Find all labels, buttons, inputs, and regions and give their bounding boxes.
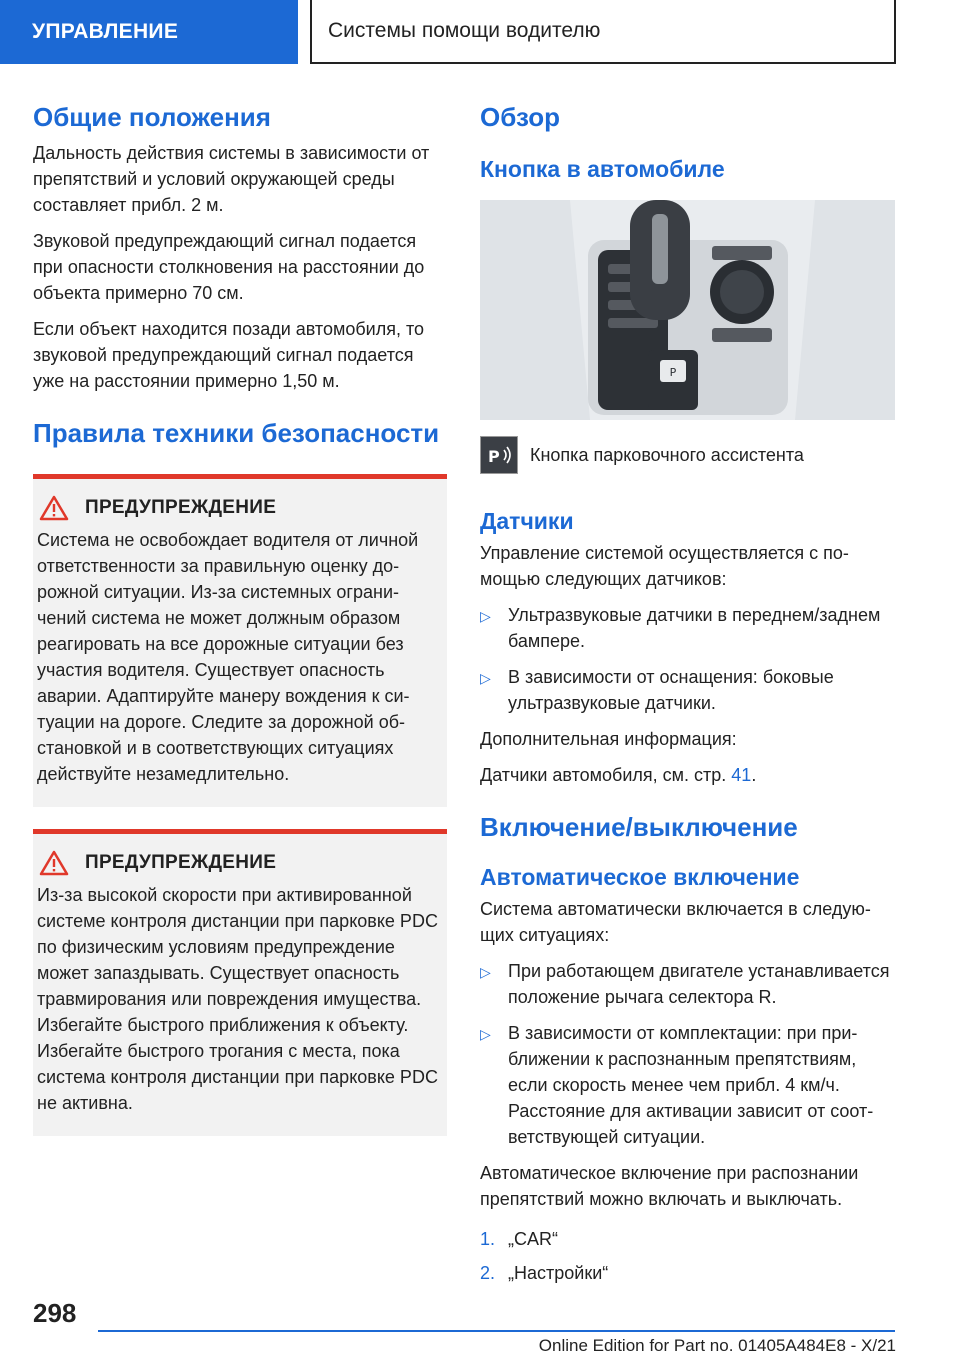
page-number: 298 — [33, 1298, 77, 1328]
warning-box-2 — [33, 829, 447, 1136]
step-number: 1. — [480, 1229, 496, 1249]
warning-text: Система не освобождает водителя от личной ответственности за правильную оценку дорожной ситуации. Из-за системных ограничений система не может должным образом реагировать на все дорожные ситуации без участия водителя. Существует опасность аварии. Адаптируйте манеру вождения к ситуации на дороге. Следите за дорожной обстановкой и в соответствующих ситуациях действуйте незамедлительно. — [37, 530, 419, 784]
center-console-photo — [480, 200, 895, 420]
triangle-bullet-icon: ▷ — [480, 608, 491, 624]
step-text: „CAR“ — [508, 1229, 558, 1249]
general-heading: Общие положения — [33, 102, 271, 132]
general-paragraph-1: Дальность действия системы в зависимости от препятствий и условий окружающей среды составляет прибл. 2 м. — [33, 143, 430, 215]
edition-text: Online Edition for Part no. 01405A484E8 - X/21 — [538, 1336, 896, 1355]
list-item — [480, 664, 895, 716]
button-heading: Кнопка в автомобиле — [480, 156, 725, 182]
step-item — [480, 1226, 895, 1252]
sensors-heading: Датчики — [480, 508, 574, 534]
onoff-heading: Включение/выключение — [480, 812, 798, 842]
list-item-text: Ультразвуковые датчики в переднем/заднем бампере. — [508, 605, 881, 651]
warning-title: ПРЕДУПРЕЖДЕНИЕ — [85, 497, 277, 518]
list-item-text: В зависимости от оснащения: боковые ультразвуковые датчики. — [508, 667, 834, 713]
warning-triangle-icon — [39, 850, 69, 876]
general-paragraph-3: Если объект находится позади автомобиля, то звуковой предупреждающий сигнал подается уже на расстоянии примерно 1,50 м. — [33, 319, 425, 391]
button-caption: Кнопка парковочного ассистента — [530, 445, 804, 465]
right-column — [480, 100, 895, 1286]
sensor-reference: Датчики автомобиля, см. стр. 41. — [480, 765, 757, 785]
more-info-label: Дополнительная информация: — [480, 729, 737, 749]
warning-box-1 — [33, 474, 447, 807]
triangle-bullet-icon: ▷ — [480, 1026, 491, 1042]
list-item — [480, 602, 895, 654]
auto-paragraph: Система автоматически включается в следующих ситуациях: — [480, 899, 871, 945]
overview-heading: Обзор — [480, 102, 560, 132]
list-item — [480, 958, 895, 1010]
safety-heading: Правила техники безопасности — [33, 418, 440, 448]
step-item — [480, 1260, 895, 1286]
list-item-text: В зависимости от комплектации: при приближении к распознанным препятствиям, если скорость менее чем прибл. 4 км/ч. Расстояние для активации зависит от соответствующей ситуации. — [508, 1023, 874, 1147]
step-number: 2. — [480, 1263, 496, 1283]
button-caption-row — [480, 436, 895, 474]
sensors-paragraph: Управление системой осуществляется с помощью следующих датчиков: — [480, 543, 849, 589]
triangle-bullet-icon: ▷ — [480, 670, 491, 686]
footer-divider — [98, 1330, 895, 1332]
page-link[interactable]: 41 — [731, 765, 752, 785]
chapter-title: Системы помощи водителю — [310, 0, 896, 64]
step-text: „Настройки“ — [508, 1263, 609, 1283]
left-column — [33, 100, 447, 1136]
list-item-text: При работающем двигателе устанавливается положение рычага селектора R. — [508, 961, 890, 1007]
svg-text:P: P — [488, 447, 500, 466]
warning-text: Из-за высокой скорости при активированной системе контроля дистанции при парковке PDC по физическим условиям предупреждение может запаздывать. Существует опасность травмирования или повреждения имущества. Избегайте быстрого приближения к объекту. Избегайте быстрого трогания с места, пока система контроля дистанции при парковке PDC не активна. — [37, 885, 438, 1113]
warning-triangle-icon — [39, 495, 69, 521]
warning-title: ПРЕДУПРЕЖДЕНИЕ — [85, 852, 277, 873]
general-paragraph-2: Звуковой предупреждающий сигнал подается при опасности столкновения на расстоянии до объекта примерно 70 см. — [33, 231, 425, 303]
auto-paragraph-2: Автоматическое включение при распознании препятствий можно включать и выключать. — [480, 1163, 859, 1209]
triangle-bullet-icon: ▷ — [480, 964, 491, 980]
center-console-illustration — [480, 200, 895, 420]
svg-text:P: P — [669, 366, 677, 379]
auto-heading: Автоматическое включение — [480, 864, 800, 890]
section-tab: УПРАВЛЕНИЕ — [0, 0, 298, 64]
parking-assistant-button-icon — [480, 436, 518, 474]
list-item — [480, 1020, 895, 1150]
